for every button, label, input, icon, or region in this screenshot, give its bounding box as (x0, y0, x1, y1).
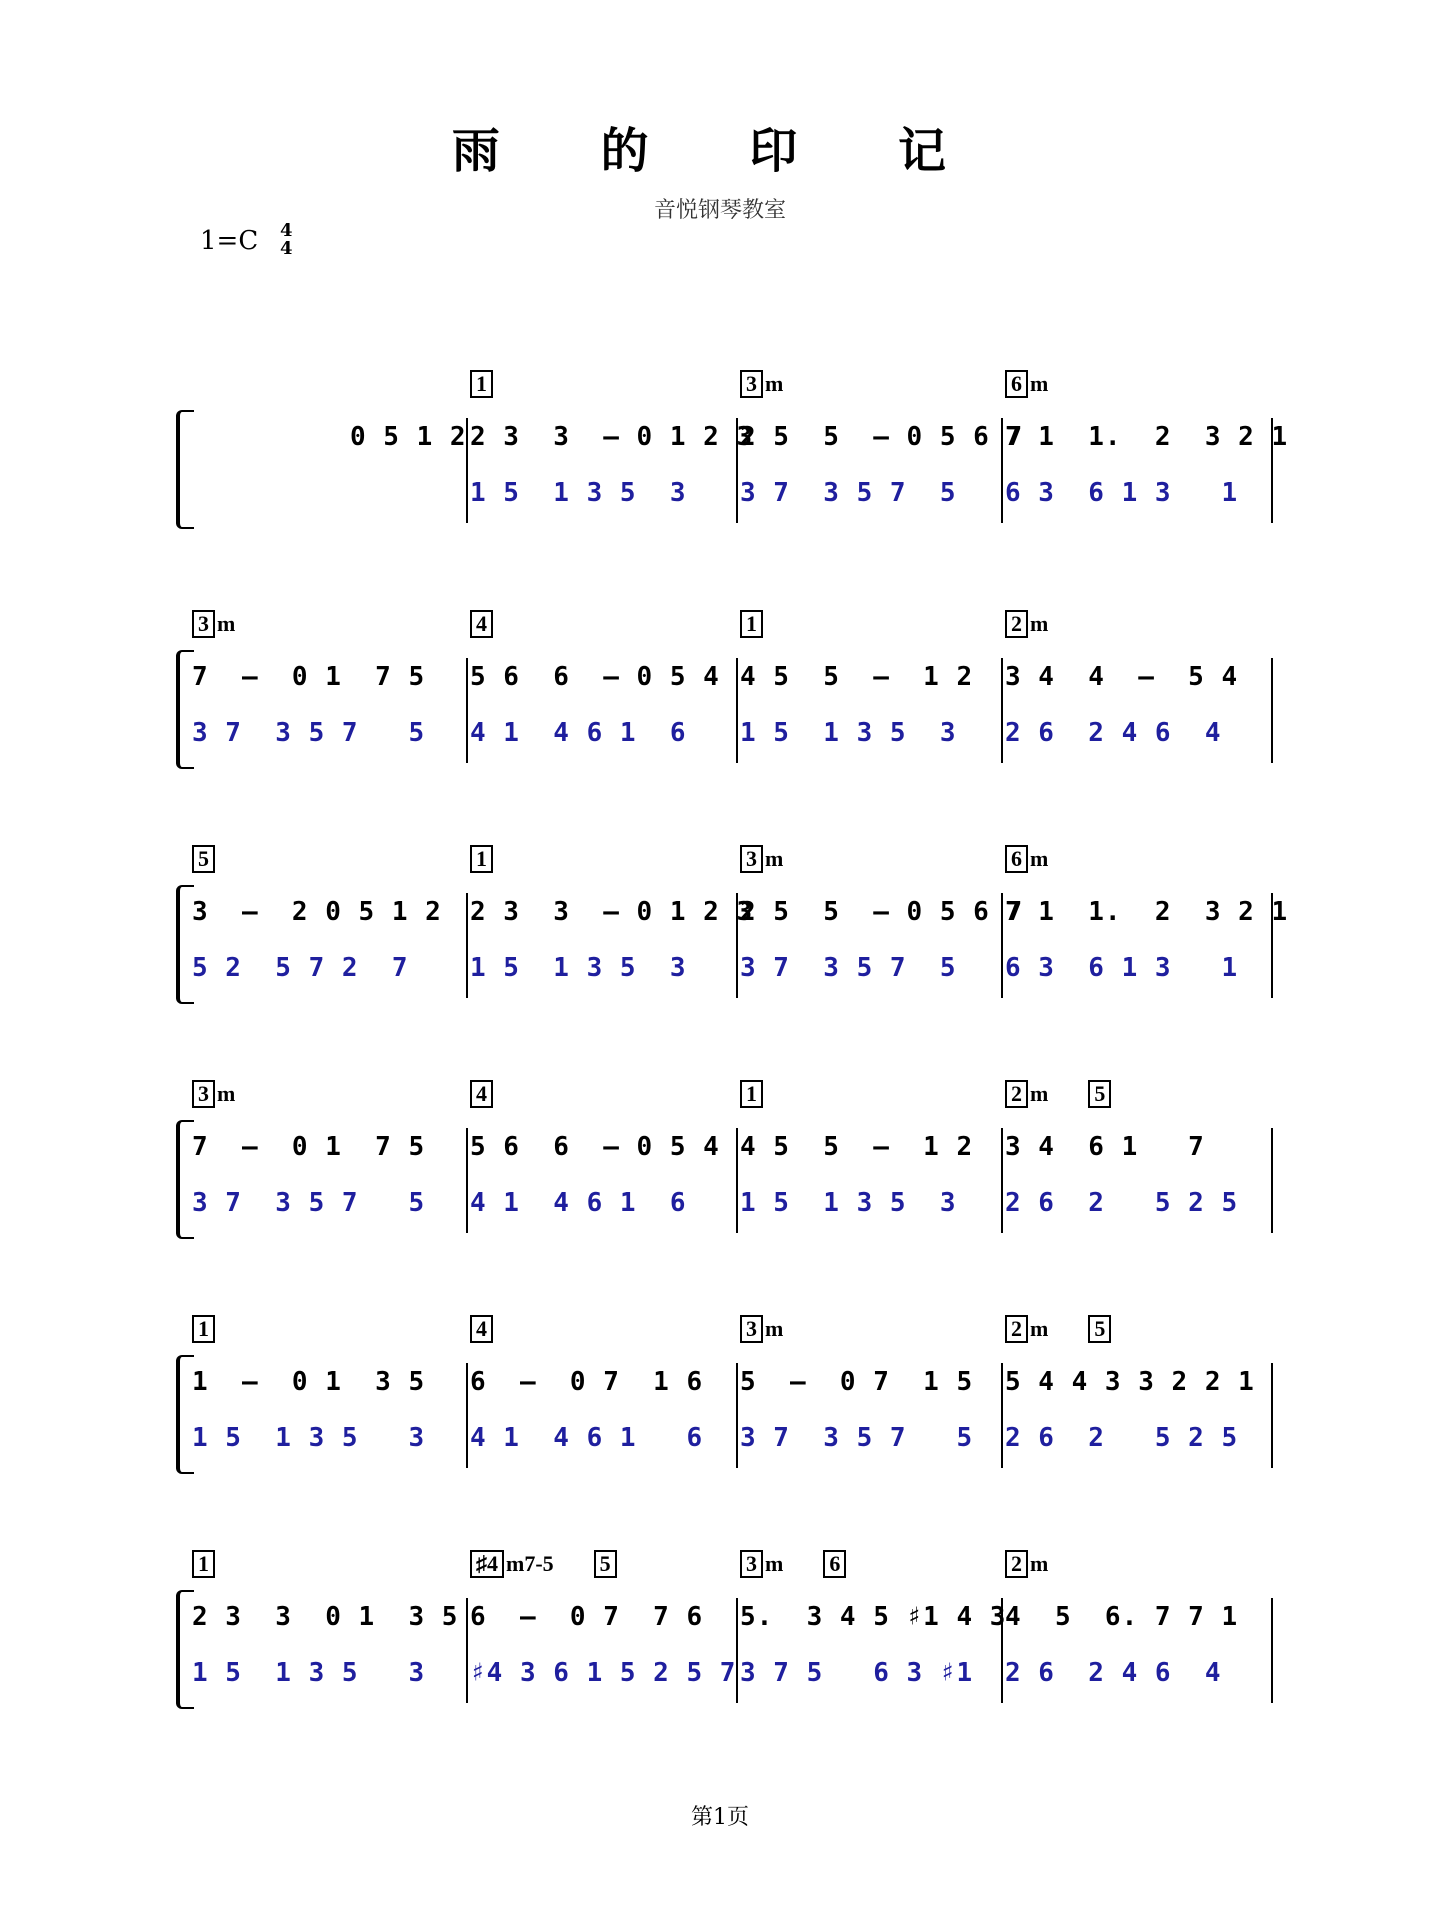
melody-notes: 3 – 2 0 5 1 2 (192, 897, 442, 927)
chord-root: 2 (1005, 1550, 1028, 1578)
melody-notes: 5 6 6 – 0 5 4 (470, 1132, 720, 1162)
barline (466, 893, 468, 998)
chord-symbol (192, 1315, 217, 1343)
barline (736, 1363, 738, 1468)
chord-root-secondary: 6 (823, 1550, 846, 1578)
page-number: 第1页 (691, 1805, 749, 1830)
melody-notes: 5 4 4 3 3 2 2 1 (1005, 1367, 1255, 1397)
chord-symbol (470, 1080, 495, 1108)
chord-root: 5 (192, 845, 215, 873)
chord-quality: m (1030, 611, 1049, 636)
accompaniment-notes: 2 6 2 5 2 5 (1005, 1423, 1239, 1453)
chord-symbol (192, 1550, 217, 1578)
melody-notes: 2 3 3 – 0 1 2 3 (470, 897, 754, 927)
melody-notes: 7 – 0 1 7 5 (192, 662, 426, 692)
melody-notes: 4 5 6. 7 7 1 (1005, 1602, 1239, 1632)
chord-symbol (740, 370, 783, 398)
time-signature (280, 222, 293, 258)
barline (736, 658, 738, 763)
melody-notes: 3 4 4 – 5 4 (1005, 662, 1239, 692)
chord-symbol (192, 845, 217, 873)
melody-notes: 4 5 5 – 1 2 (740, 1132, 974, 1162)
chord-root: 1 (192, 1550, 215, 1578)
melody-notes: 6 – 0 7 7 6 (470, 1602, 704, 1632)
accompaniment-notes: 3 7 3 5 7 5 (740, 1423, 974, 1453)
chord-symbol (740, 1315, 783, 1343)
chord-root: 4 (470, 610, 493, 638)
score-system (0, 1315, 1440, 1515)
score-title: 雨 的 印 记 (451, 123, 989, 179)
melody-notes: 0 5 1 2 (350, 422, 467, 452)
time-signature-bottom: 4 (280, 238, 293, 259)
melody-notes: 5 – 0 7 1 5 (740, 1367, 974, 1397)
accompaniment-notes: 3 7 3 5 7 5 (192, 718, 426, 748)
chord-symbol (470, 845, 495, 873)
chord-root: 1 (470, 845, 493, 873)
chord-quality: m (1030, 1316, 1049, 1341)
chord-quality: m (1030, 846, 1049, 871)
chord-root: 2 (1005, 1315, 1028, 1343)
accompaniment-notes: 2 6 2 4 6 4 (1005, 1658, 1222, 1688)
chord-root-secondary: 5 (1088, 1315, 1111, 1343)
melody-notes: 2 5 5 – 0 5 6 7 (740, 897, 1024, 927)
barline (1001, 658, 1003, 763)
chord-root: 3 (192, 1080, 215, 1108)
accompaniment-notes: 2 6 2 4 6 4 (1005, 718, 1222, 748)
chord-root: 3 (192, 610, 215, 638)
melody-notes: 2 5 5 – 0 5 6 7 (740, 422, 1024, 452)
chord-symbol (1005, 370, 1048, 398)
melody-notes: 7 1 1. 2 3 2 1 (1005, 422, 1289, 452)
chord-symbol (1005, 1080, 1113, 1108)
accompaniment-notes: 5 2 5 7 2 7 (192, 953, 409, 983)
melody-notes: 5 6 6 – 0 5 4 (470, 662, 720, 692)
chord-quality: m (765, 1551, 784, 1576)
key-signature: 1=C (200, 226, 259, 256)
melody-notes: 2 3 3 – 0 1 2 3 (470, 422, 754, 452)
chord-root: 1 (740, 1080, 763, 1108)
melody-notes: 2 3 3 0 1 3 5 (192, 1602, 459, 1632)
score-system (0, 610, 1440, 810)
score-system (0, 845, 1440, 1045)
system-brace (176, 410, 194, 529)
chord-root-secondary: 5 (1088, 1080, 1111, 1108)
accompaniment-notes: 6 3 6 1 3 1 (1005, 953, 1239, 983)
chord-root: 1 (470, 370, 493, 398)
melody-notes: 1 – 0 1 3 5 (192, 1367, 426, 1397)
chord-symbol (470, 610, 495, 638)
melody-notes: 3 4 6 1 7 (1005, 1132, 1205, 1162)
chord-symbol (740, 610, 765, 638)
chord-quality: m (765, 1316, 784, 1341)
chord-symbol (470, 370, 495, 398)
melody-notes: 5. 3 4 5 ♯1 4 3 (740, 1602, 1007, 1632)
melody-notes: 6 – 0 7 1 6 (470, 1367, 704, 1397)
accompaniment-notes: ♯4 3 6 1 5 2 5 7 (470, 1658, 737, 1688)
chord-root: 2 (1005, 1080, 1028, 1108)
chord-root: 3 (740, 845, 763, 873)
chord-symbol (470, 1315, 495, 1343)
chord-quality: m (765, 371, 784, 396)
accompaniment-notes: 1 5 1 3 5 3 (192, 1423, 426, 1453)
chord-symbol (740, 1080, 765, 1108)
chord-quality: m7-5 (506, 1551, 554, 1576)
chord-root: 3 (740, 1315, 763, 1343)
score-system (0, 1550, 1440, 1750)
barline (466, 1128, 468, 1233)
chord-quality: m (217, 1081, 236, 1106)
accompaniment-notes: 3 7 3 5 7 5 (740, 478, 957, 508)
chord-quality: m (765, 846, 784, 871)
chord-root: ♯4 (470, 1550, 504, 1578)
barline (1001, 1363, 1003, 1468)
score-system (0, 1080, 1440, 1280)
chord-root: 6 (1005, 370, 1028, 398)
chord-root: 4 (470, 1315, 493, 1343)
chord-root: 2 (1005, 610, 1028, 638)
melody-notes: 7 – 0 1 7 5 (192, 1132, 426, 1162)
melody-notes: 7 1 1. 2 3 2 1 (1005, 897, 1289, 927)
chord-symbol (192, 1080, 235, 1108)
chord-quality: m (217, 611, 236, 636)
accompaniment-notes: 3 7 3 5 7 5 (740, 953, 957, 983)
barline (1271, 1598, 1273, 1703)
accompaniment-notes: 3 7 5 6 3 ♯1 (740, 1658, 974, 1688)
barline (466, 1598, 468, 1703)
barline (466, 658, 468, 763)
chord-root: 3 (740, 370, 763, 398)
chord-quality: m (1030, 1551, 1049, 1576)
barline (466, 1363, 468, 1468)
chord-symbol (1005, 1315, 1113, 1343)
time-signature-top: 4 (280, 220, 293, 241)
accompaniment-notes: 1 5 1 3 5 3 (740, 718, 957, 748)
chord-symbol (470, 1550, 619, 1578)
accompaniment-notes: 3 7 3 5 7 5 (192, 1188, 426, 1218)
chord-root-secondary: 5 (594, 1550, 617, 1578)
chord-root: 1 (740, 610, 763, 638)
chord-symbol (740, 845, 783, 873)
barline (1271, 658, 1273, 763)
score-subtitle: 音悦钢琴教室 (653, 198, 786, 223)
chord-symbol (192, 610, 235, 638)
accompaniment-notes: 1 5 1 3 5 3 (740, 1188, 957, 1218)
barline (1271, 1363, 1273, 1468)
accompaniment-notes: 2 6 2 5 2 5 (1005, 1188, 1239, 1218)
chord-quality: m (1030, 1081, 1049, 1106)
melody-notes: 4 5 5 – 1 2 (740, 662, 974, 692)
chord-symbol (1005, 610, 1048, 638)
barline (736, 1128, 738, 1233)
chord-quality: m (1030, 371, 1049, 396)
chord-root: 3 (740, 1550, 763, 1578)
chord-root: 1 (192, 1315, 215, 1343)
chord-symbol (1005, 1550, 1048, 1578)
accompaniment-notes: 1 5 1 3 5 3 (470, 478, 687, 508)
chord-symbol (740, 1550, 848, 1578)
chord-root: 6 (1005, 845, 1028, 873)
barline (1271, 1128, 1273, 1233)
chord-symbol (1005, 845, 1048, 873)
chord-root: 4 (470, 1080, 493, 1108)
accompaniment-notes: 4 1 4 6 1 6 (470, 1188, 687, 1218)
score-system (0, 370, 1440, 570)
accompaniment-notes: 6 3 6 1 3 1 (1005, 478, 1239, 508)
barline (1001, 1128, 1003, 1233)
accompaniment-notes: 1 5 1 3 5 3 (192, 1658, 426, 1688)
accompaniment-notes: 4 1 4 6 1 6 (470, 718, 687, 748)
accompaniment-notes: 4 1 4 6 1 6 (470, 1423, 704, 1453)
accompaniment-notes: 1 5 1 3 5 3 (470, 953, 687, 983)
